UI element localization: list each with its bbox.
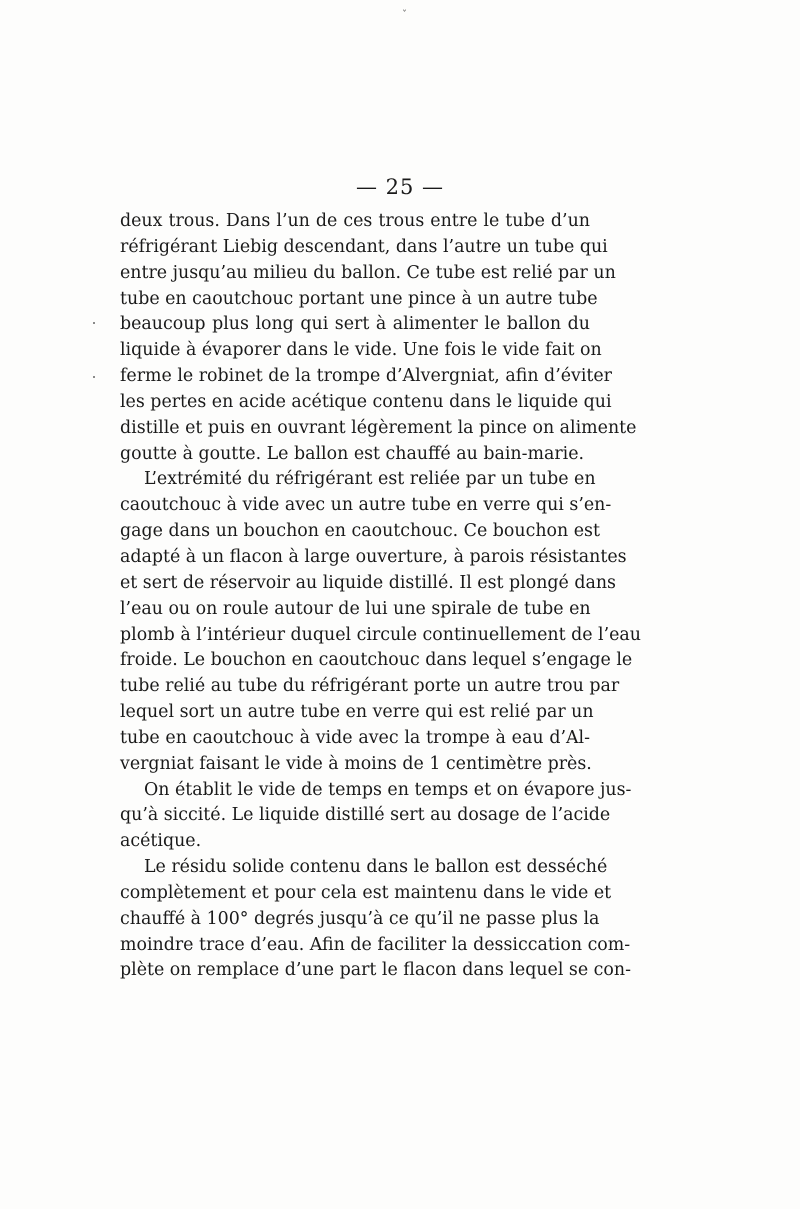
text-line: acétique. <box>120 831 202 852</box>
text-line: qu’à siccité. Le liquide distillé sert au dosage de l’acide <box>120 805 611 826</box>
page-number: — 25 — <box>355 175 445 199</box>
margin-dot <box>93 376 95 378</box>
text-line: beaucoup plus long qui sert à alimenter le ballon du <box>120 314 590 335</box>
text-line: goutte à goutte. Le ballon est chauffé au bain-marie. <box>120 443 585 464</box>
page-speck-mark: ˇ <box>402 10 407 21</box>
text-line: caoutchouc à vide avec un autre tube en verre qui s’en- <box>120 495 612 516</box>
text-line: réfrigérant Liebig descendant, dans l’autre un tube qui <box>120 236 608 257</box>
text-line: deux trous. Dans l’un de ces trous entre le tube d’un <box>120 211 590 231</box>
text-line: lequel sort un autre tube en verre qui est relié par un <box>120 702 594 723</box>
text-line: plomb à l’intérieur duquel circule continuellement de l’eau <box>120 624 642 645</box>
text-line: complètement et pour cela est maintenu dans le vide et <box>120 882 612 903</box>
text-line: distille et puis en ouvrant légèrement la pince on alimente <box>120 417 637 438</box>
text-line: plète on remplace d’une part le flacon dans lequel se con- <box>120 960 631 981</box>
text-line: tube en caoutchouc portant une pince à un autre tube <box>120 288 598 309</box>
text-line: Le résidu solide contenu dans le ballon est desséché <box>144 857 608 878</box>
text-line: On établit le vide de temps en temps et on évapore jus- <box>144 779 632 800</box>
text-line: les pertes en acide acétique contenu dans le liquide qui <box>120 391 612 412</box>
text-line: l’eau ou on roule autour de lui une spirale de tube en <box>120 598 591 619</box>
text-line: froide. Le bouchon en caoutchouc dans lequel s’engage le <box>120 650 633 671</box>
text-line: L’extrémité du réfrigérant est reliée par un tube en <box>144 469 596 490</box>
text-line: tube relié au tube du réfrigérant porte un autre trou par <box>120 676 620 697</box>
text-line: vergniat faisant le vide à moins de 1 centimètre près. <box>120 753 592 774</box>
text-line: moindre trace d’eau. Afin de faciliter la dessiccation com- <box>120 934 631 955</box>
text-line: chauffé à 100° degrés jusqu’à ce qu’il ne passe plus la <box>120 908 600 929</box>
body-text <box>120 209 642 984</box>
text-line: gage dans un bouchon en caoutchouc. Ce bouchon est <box>120 521 600 542</box>
text-line: et sert de réservoir au liquide distillé. Il est plongé dans <box>120 572 616 593</box>
text-line: entre jusqu’au milieu du ballon. Ce tube est relié par un <box>120 262 616 283</box>
margin-dot <box>93 322 95 324</box>
text-line: tube en caoutchouc à vide avec la trompe à eau d’Al- <box>120 727 590 748</box>
text-line: ferme le robinet de la trompe d’Alvergniat, afin d’éviter <box>120 366 612 387</box>
text-line: adapté à un flacon à large ouverture, à parois résistantes <box>120 546 627 567</box>
text-line: liquide à évaporer dans le vide. Une fois le vide fait on <box>120 340 602 361</box>
